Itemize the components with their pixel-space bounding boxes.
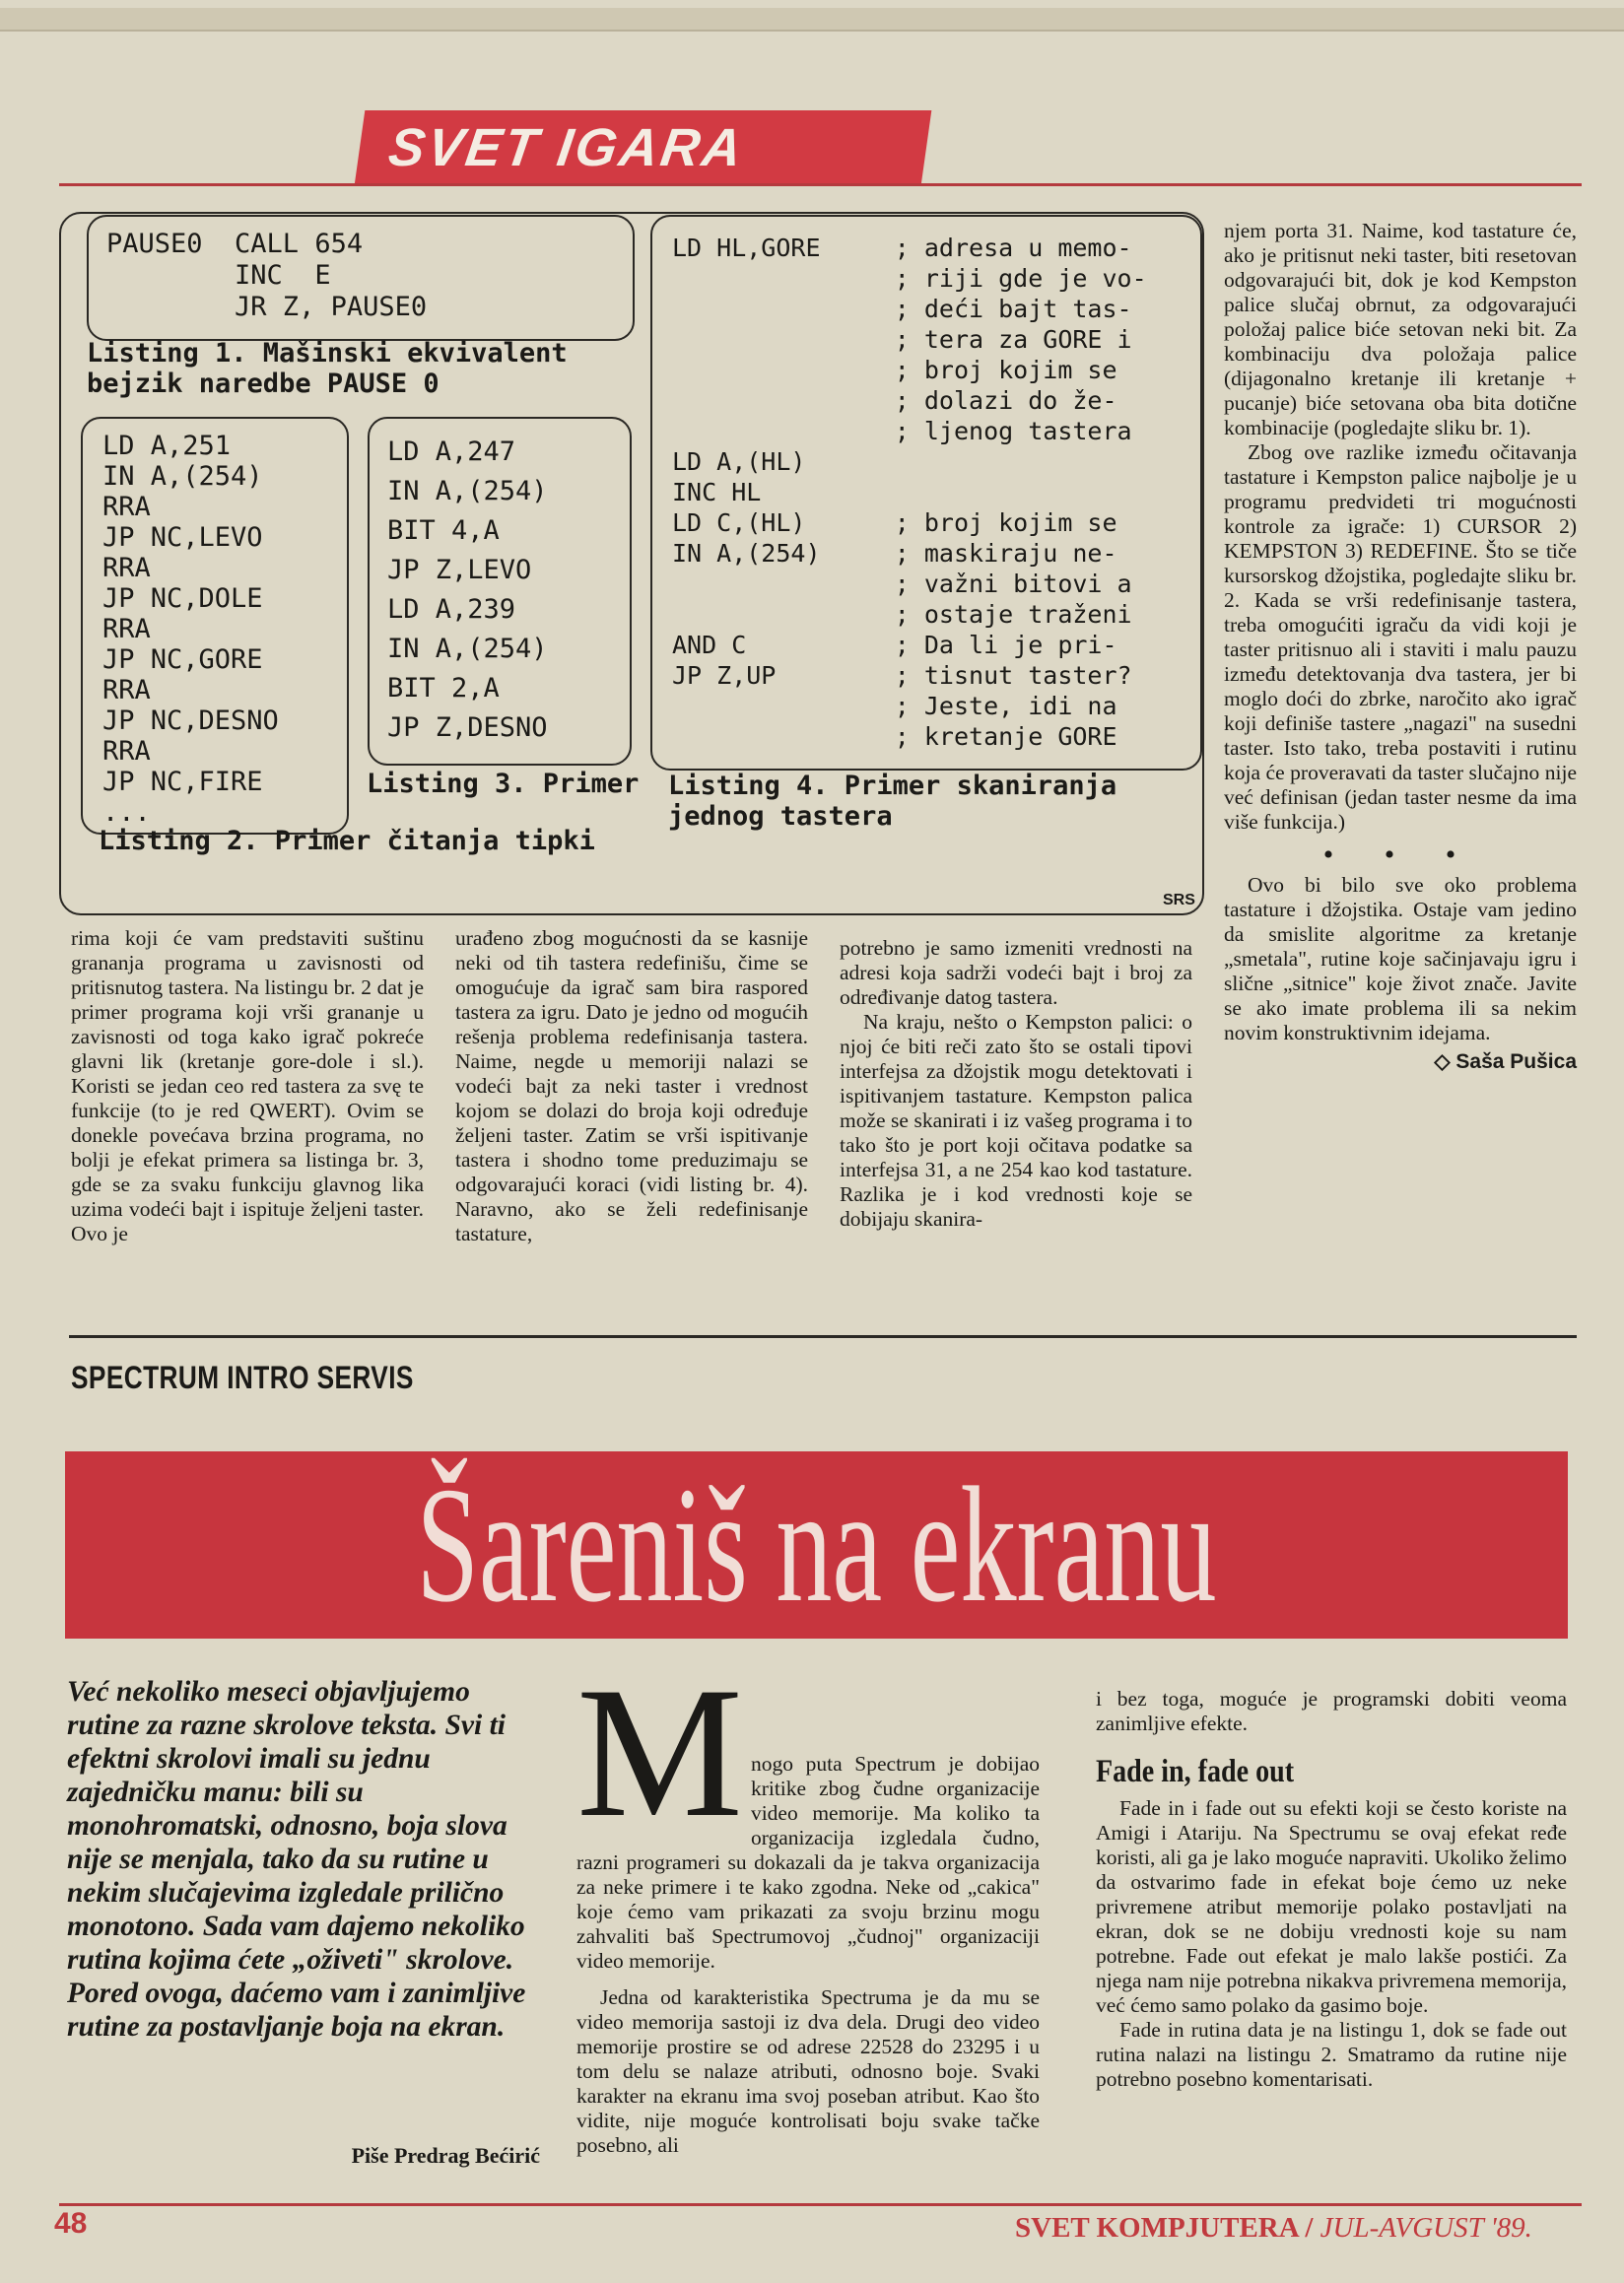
- article2-para1: nogo puta Spectrum je dobijao kritike zbog čudne organizacije video memorije. Ma koliko ta organizacija izgledala čudno, razni programeri su dokazali da je takva organizacija za neke primere i te kako zgodna. Neke od „cakica" koje ćemo vam prikazati za svoju brzinu mogu zahvaliti baš Spectrumovoj „čudnoj" organizaciji video memorije.: [576, 1752, 1040, 1973]
- section-break-dots: • • •: [1322, 839, 1478, 871]
- article2-title-banner: [65, 1451, 1568, 1639]
- footer-magazine: [1015, 2212, 1532, 2245]
- article-divider: [69, 1335, 1577, 1338]
- listing3-box: [368, 417, 632, 766]
- article2-para3: i bez toga, moguće je programski dobiti veoma zanimljive efekte.: [1096, 1687, 1567, 1735]
- article1-author: ◇ Saša Pušica: [1434, 1050, 1577, 1073]
- article1-column-4: [1224, 219, 1577, 1074]
- article2-title: Šareniš na ekranu: [416, 1453, 1217, 1637]
- article1-column-3: [840, 936, 1192, 1232]
- listing4-box: [650, 215, 1202, 771]
- listing4-code: LD HL,GORE ; adresa u memo- ; riji gde je vo- ; deći bajt tas- ; tera za GORE i ; broj kojim se ; dolazi do že- ; ljenog tastera LD A,(HL) INC HL LD C,(HL) ; broj kojim se IN A,(254) ; maskiraju ne- ; važni bitovi a ; ostaje traženi AND C ; Da li je pri- JP Z,UP ; tisnut taster? ; Jeste, idi na ; kretanje GORE: [672, 234, 1147, 751]
- article1-col2-text: urađeno zbog mogućnosti da se kasnije neki od tih tastera redefinišu, čime se omogućuje da igrač sam bira raspored tastera za igru. Dato je jedno od mogućih rešenja problema redefinisanja tastera. Naime, negde u memoriji nalazi se vodeći bajt za neki taster i vrednost kojom se dolazi do broja koji određuje željeni taster. Zatim se vrši ispitivanje tastera i shodno tome preduzimaju se odgovarajući koraci (vidi listing br. 4). Naravno, ako se želi redefinisanje tastature,: [455, 926, 808, 1245]
- listing1-caption: Listing 1. Mašinski ekvivalent bejzik naredbe PAUSE 0: [87, 338, 568, 399]
- article1-col3-para2: Na kraju, nešto o Kempston palici: o njoj će biti reči zato što se ostali tipovi interfejsa za džojstik mogu detektovati i ispitivanjem tastature. Kempston palica može se skanirati i iz vašeg programa i to tako što je port koji očitava podatke sa interfejsa 31, a ne 254 kao kod tastature. Razlika je i kod vrednosti koje se dobijaju skanira-: [840, 1010, 1192, 1231]
- article2-column-2: [1096, 1687, 1567, 2092]
- article2-byline: Piše Predrag Bećirić: [351, 2143, 540, 2168]
- article2-kicker: SPECTRUM INTRO SERVIS: [71, 1360, 414, 1395]
- listing1-code: PAUSE0 CALL 654 INC E JR Z, PAUSE0: [106, 229, 428, 322]
- footer-rule: [59, 2203, 1582, 2206]
- article1-col1-text: rima koji će vam predstaviti suštinu grananja programa u zavisnosti od pritisnutog tastera. Na listingu br. 2 dat je primer programa koji vrši grananje u zavisnosti od toga kako igrač pokreće glavni lik (kretanje gore-dole i sl.). Koristi se jedan ceo red tastera za svę te funkcije (to je red QWERT). Ovim se donekle povećava brzina programa, no bolji je efekat primera sa listinga br. 3, gde se za svaku funkciju glavnog lika uzima vodeći bajt i ispituje željeni taster. Ovo je: [71, 926, 424, 1245]
- drop-cap: M: [576, 1649, 743, 1856]
- listing3-code: LD A,247 IN A,(254) BIT 4,A JP Z,LEVO LD A,239 IN A,(254) BIT 2,A JP Z,DESNO: [387, 436, 548, 743]
- article2-lead: Već nekoliko meseci objavljujemo rutine za razne skrolove teksta. Svi ti efektni skrolovi imali su jednu zajedničku manu: bili su monohromatski, odnosno, boja slova nije se menjala, tako da su rutine u nekim slučajevima izgledale prilično monotono. Sada vam dajemo nekoliko rutina kojima ćete „oživeti" skrolove. Pored ovoga, daćemo vam i zanimljive rutine za postavljanje boja na ekran.: [67, 1676, 526, 2043]
- article2-column-1: [576, 1649, 1040, 2158]
- article1-col4-para1: njem porta 31. Naime, kod tastature će, ako je pritisnut neki taster, biti resetovan odgovarajući bit, dok je kod Kempston palice slučaj obrnut, za odgovarajući položaj palice biće setovan neki bit. Za kombinaciju dva položaja palice (dijagonalno kretanje ili kretanje + pucanje) biće setovana oba bita dotične kombinacije (pogledajte sliku br. 1).: [1224, 219, 1577, 439]
- footer-issue: JUL-AVGUST '89.: [1320, 2212, 1532, 2244]
- footer-magazine-name: SVET KOMPJUTERA /: [1015, 2212, 1314, 2244]
- article1-column-1: [71, 926, 424, 1246]
- listing2-box: [81, 417, 349, 835]
- article1-col4-para2: Zbog ove razlike između očitavanja tastature i Kempston palice najbolje je u programu predvideti tri mogućnosti kontrole za igrače: 1) CURSOR 2) KEMPSTON 3) REDEFINE. Što se tiče kursorskog džojstika, pogledajte sliku br. 2. Kada se vrši redefinisanje tastera, treba omogućiti igraču da vidi koji je taster pritisnuo ali i staviti i malu pauzu između detektovanja dva tastera, jer bi moglo doći do zbrke, naročito ako igrač koji definiše tastere „nagazi" na susedni taster. Isto tako, treba postaviti i rutinu koja će proveravati da taster slučajno nije već definisan (jedan taster nesme da ima više funkcija.): [1224, 440, 1577, 834]
- article1-col3-para1: potrebno je samo izmeniti vrednosti na adresi koja sadrži vodeći bajt i broj za određivanje datog tastera.: [840, 936, 1192, 1009]
- artist-credit: SRS: [1163, 892, 1195, 908]
- page-number: 48: [54, 2207, 88, 2240]
- article1-col4-para3: Ovo bi bilo sve oko problema tastature i džojstika. Ostaje vam jedino da smislite algoritme za kretanje „smetala", rutine koje sačinjavaju igru i slične „sitnice" koje život znače. Javite se ako imate problema ili sa nekim novim konstruktivnim idejama.: [1224, 873, 1577, 1044]
- listing1-box: [87, 215, 635, 341]
- article2-para2: Jedna od karakteristika Spectruma je da mu se video memorija sastoji iz dva dela. Drugi deo video memorije prostire se od adrese 22528 do 23295 i u tom delu se nalaze atributi, odnosno boje. Svaki karakter na ekranu ima svoj poseban atribut. Kao što vidite, nije moguće kontrolisati boju svake tačke posebno, ali: [576, 1985, 1040, 2157]
- listing3-caption: Listing 3. Primer: [367, 769, 640, 799]
- header-rule: [59, 183, 1582, 186]
- article1-column-2: [455, 926, 808, 1246]
- article2-subhead: Fade in, fade out: [1096, 1754, 1295, 1789]
- listing2-code: LD A,251 IN A,(254) RRA JP NC,LEVO RRA JP NC,DOLE RRA JP NC,GORE RRA JP NC,DESNO RRA JP NC,FIRE ...: [102, 431, 279, 828]
- listing4-caption: Listing 4. Primer skaniranja jednog tastera: [668, 771, 1117, 832]
- section-tab: SVET IGARA: [355, 110, 932, 185]
- listing2-caption: Listing 2. Primer čitanja tipki: [99, 826, 595, 856]
- article2-para4: Fade in i fade out su efekti koji se često koriste na Amigi i Atariju. Na Spectrumu se ovaj efekat ređe koristi, ali ga je lako moguće napraviti. Ukoliko želimo da ostvarimo fade in efekat boje ćemo uz neke privremene atribut memorije polako postavljati na ekran, dok se ne dobiju vrednosti koje su nam potrebne. Fade out efekat je malo lakše postići. Za njega nam nije potrebna nikakva privremena memorija, već ćemo samo polako da gasimo boje.: [1096, 1796, 1567, 2017]
- page-top-edge: [0, 8, 1624, 32]
- article2-para5: Fade in rutina data je na listingu 1, dok se fade out rutina nalazi na listingu 2. Smatramo da rutine nije potrebno posebno komentarisati.: [1096, 2018, 1567, 2091]
